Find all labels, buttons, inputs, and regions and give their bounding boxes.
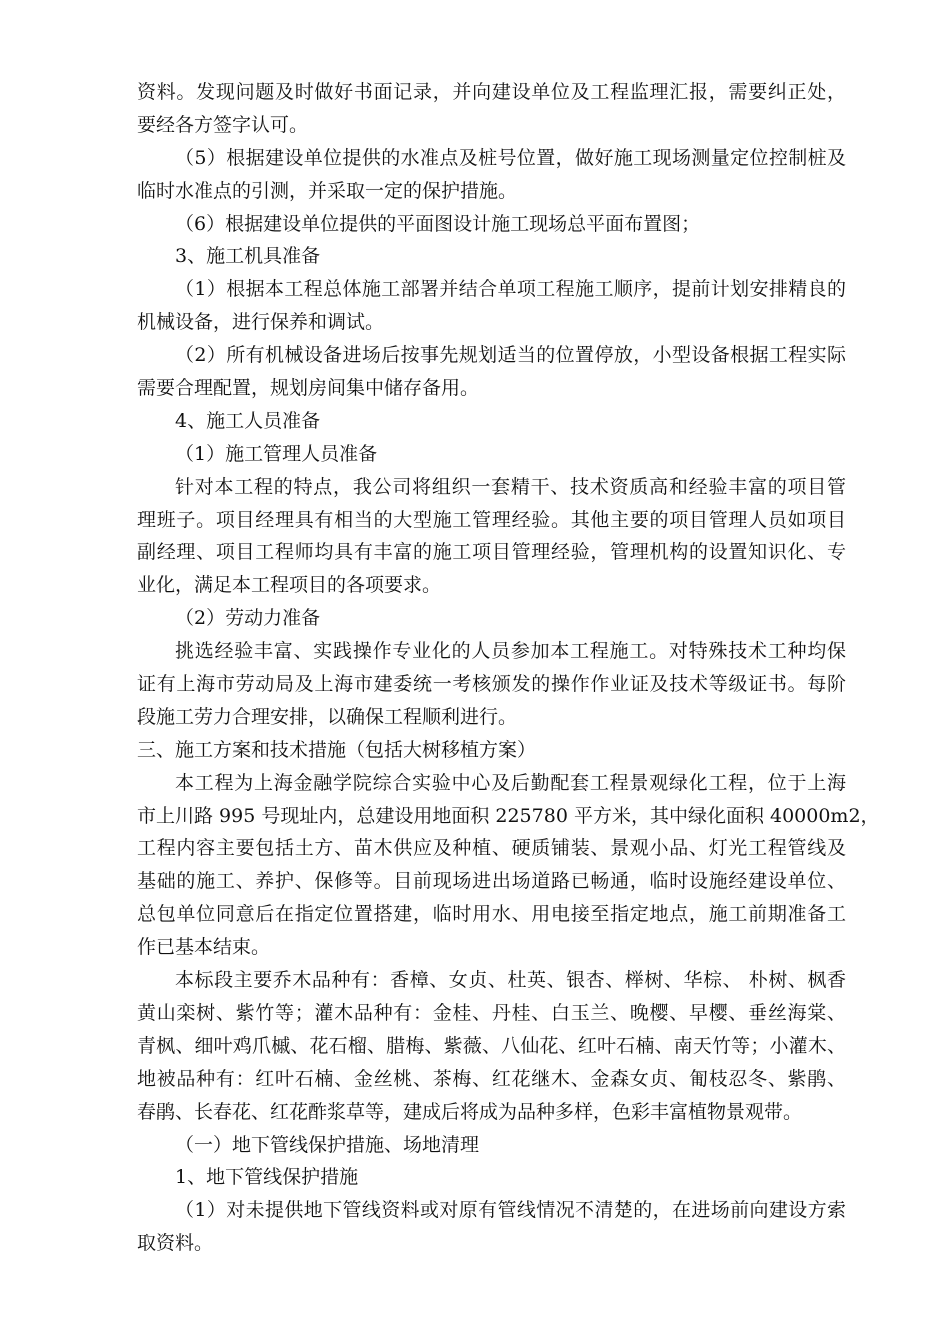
text-line: 需要合理配置，规划房间集中储存备用。: [137, 377, 480, 400]
paragraph: [137, 273, 846, 339]
text-line: 资料。发现问题及时做好书面记录，并向建设单位及工程监理汇报，需要纠正处，: [137, 81, 846, 103]
text-line: 工程内容主要包括土方、苗木供应及种植、硬质铺装、景观小品、灯光工程管线及: [137, 837, 846, 860]
text-line: 基础的施工、养护、保修等。目前现场进出场道路已畅通，临时设施经建设单位、: [137, 870, 846, 893]
document-page: [137, 76, 880, 1260]
text-line: 要经各方签字认可。: [137, 113, 309, 136]
text-line: 总包单位同意后在指定位置搭建，临时用水、用电接至指定地点，施工前期准备工: [137, 903, 846, 926]
paragraph: [137, 76, 846, 142]
text-line: （1）施工管理人员准备: [175, 442, 378, 465]
paragraph: [137, 1194, 846, 1260]
paragraph: [137, 602, 846, 635]
text-line: 本标段主要乔木品种有：香樟、女贞、杜英、银杏、榉树、华棕、 朴树、枫香: [175, 969, 846, 992]
text-line: 1、地下管线保护措施: [175, 1166, 359, 1189]
paragraph: [137, 405, 846, 438]
text-line: 理班子。项目经理具有相当的大型施工管理经验。其他主要的项目管理人员如项目: [137, 508, 846, 531]
text-line: 本工程为上海金融学院综合实验中心及后勤配套工程景观绿化工程，位于上海: [175, 771, 846, 794]
text-line: 市上川路 995 号现址内，总建设用地面积 225780 平方米，其中绿化面积 40000m2，: [137, 804, 880, 827]
text-line: 作已基本结束。: [137, 936, 271, 959]
text-line: 3、施工机具准备: [175, 245, 321, 268]
text-line: 机械设备，进行保养和调试。: [137, 311, 385, 334]
paragraph: [137, 964, 846, 1128]
text-line: 针对本工程的特点，我公司将组织一套精干、技术资质高和经验丰富的项目管: [175, 475, 846, 498]
paragraph: [137, 339, 846, 405]
text-line: 春鹃、长春花、红花酢浆草等，建成后将成为品种多样，色彩丰富植物景观带。: [137, 1100, 803, 1123]
text-line: （2）劳动力准备: [175, 607, 321, 630]
text-line: （5）根据建设单位提供的水准点及桩号位置，做好施工现场测量定位控制桩及: [175, 146, 846, 169]
text-line: 取资料。: [137, 1232, 214, 1255]
paragraph: [137, 767, 880, 964]
text-line: 临时水准点的引测，并采取一定的保护措施。: [137, 179, 518, 202]
text-line: 业化，满足本工程项目的各项要求。: [137, 574, 442, 597]
paragraph: [137, 208, 846, 241]
paragraph: [137, 240, 846, 273]
text-line: 挑选经验丰富、实践操作专业化的人员参加本工程施工。对特殊技术工种均保: [175, 640, 846, 663]
text-line: 证有上海市劳动局及上海市建委统一考核颁发的操作作业证及技术等级证书。每阶: [137, 673, 846, 696]
text-line: 三、施工方案和技术措施（包括大树移植方案）: [137, 738, 537, 761]
text-line: （6）根据建设单位提供的平面图设计施工现场总平面布置图；: [175, 212, 701, 235]
paragraph: [137, 438, 846, 471]
text-line: （1）根据本工程总体施工部署并结合单项工程施工顺序，提前计划安排精良的: [175, 278, 846, 301]
paragraph: [137, 734, 846, 767]
paragraph: [137, 142, 846, 208]
paragraph: [137, 635, 846, 734]
text-line: （2）所有机械设备进场后按事先规划适当的位置停放，小型设备根据工程实际: [175, 344, 846, 367]
text-line: （1）对未提供地下管线资料或对原有管线情况不清楚的，在进场前向建设方索: [175, 1199, 846, 1222]
paragraph: [137, 1161, 846, 1194]
text-line: 4、施工人员准备: [175, 409, 321, 432]
paragraph: [137, 1129, 846, 1162]
text-line: 黄山栾树、紫竹等；灌木品种有：金桂、丹桂、白玉兰、晚樱、早樱、垂丝海棠、: [137, 1001, 846, 1024]
text-line: 段施工劳力合理安排，以确保工程顺利进行。: [137, 705, 518, 728]
text-line: 副经理、项目工程师均具有丰富的施工项目管理经验，管理机构的设置知识化、专: [137, 541, 846, 564]
text-line: 地被品种有：红叶石楠、金丝桃、茶梅、红花继木、金森女贞、匍枝忍冬、紫鹃、: [137, 1067, 846, 1090]
paragraph: [137, 471, 846, 603]
text-line: （一）地下管线保护措施、场地清理: [175, 1133, 480, 1156]
text-line: 青枫、细叶鸡爪槭、花石榴、腊梅、紫薇、八仙花、红叶石楠、南天竹等；小灌木、: [137, 1034, 846, 1057]
